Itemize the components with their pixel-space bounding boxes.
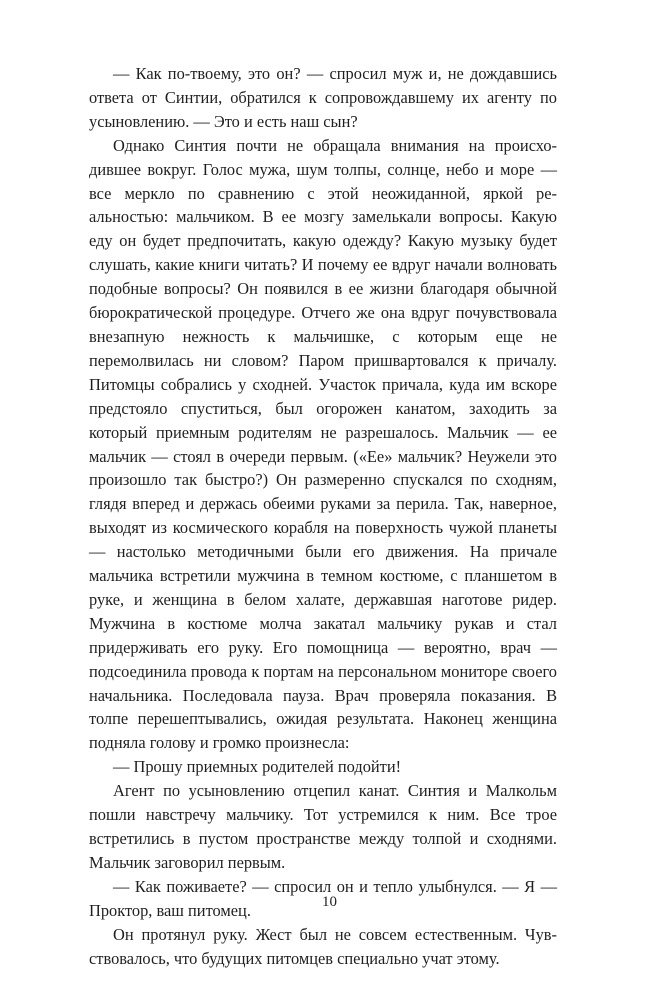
paragraph: Агент по усыновлению отцепил канат. Синтия и Малкольм пошли навстречу мальчику. Тот устремился к ним. Все трое встретились в пустом пространстве между толпой и сходнями. Мальчик заговорил первым. bbox=[89, 781, 557, 872]
paragraph: Однако Синтия почти не обращала внимания на происходившее вокруг. Голос мужа, шум толпы, солнце, небо и море — все меркло по сравнению с этой неожиданной, яркой реальностью: мальчиком. В ее мозгу замелькали вопросы. Какую еду он будет предпочитать, какую одежду? Какую музыку будет слушать, какие книги читать? И почему ее вдруг начали волновать подобные вопросы? Он появился в ее жизни благодаря обычной бюрократической процедуре. Отчего же она вдруг почувствовала внезапную нежность к мальчишке, с которым еще не перемолвилась ни словом? Паром пришвартовался к причалу. Питомцы собрались у сходней. Участок причала, куда им вскоре предстояло спуститься, был огорожен канатом, заходить за который приемным родителям не разрешалось. Мальчик — ее мальчик — стоял в очереди первым. («Ее» мальчик? Неужели это произошло так быстро?) Он размеренно спускался по сходням, глядя вперед и держась обеими руками за перила. Так, наверное, выходят из космического корабля на поверхность чужой планеты — настолько методичными были его движения. На причале мальчика встретили мужчина в темном костюме, с планшетом в руке, и женщина в белом халате, державшая наготове ридер. Мужчина в костюме молча закатал мальчику рукав и стал придерживать его руку. Его помощница — вероятно, врач — подсоединила провода к портам на персональном мониторе своего начальника. Последовала пауза. Врач проверяла показания. В толпе перешептывались, ожидая результата. Наконец женщина подняла голову и громко произнесла: bbox=[89, 135, 557, 753]
paragraph: — Как по-твоему, это он? — спросил муж и, не дождавшись ответа от Синтии, обратился к сопровождавшему их агенту по усыновлению. — Это и есть наш сын? bbox=[89, 64, 557, 131]
paragraph: — Прошу приемных родителей подойти! bbox=[113, 757, 402, 777]
paragraph: — Как поживаете? — спросил он и тепло улыбнулся. — Я — Проктор, ваш питомец. bbox=[89, 876, 557, 920]
paragraph: Он протянул руку. Жест был не совсем естественным. Чувствовалось, что будущих питомцев специально учат этому. bbox=[89, 924, 557, 968]
page-number: 10 bbox=[322, 894, 337, 910]
body-text bbox=[89, 62, 557, 970]
